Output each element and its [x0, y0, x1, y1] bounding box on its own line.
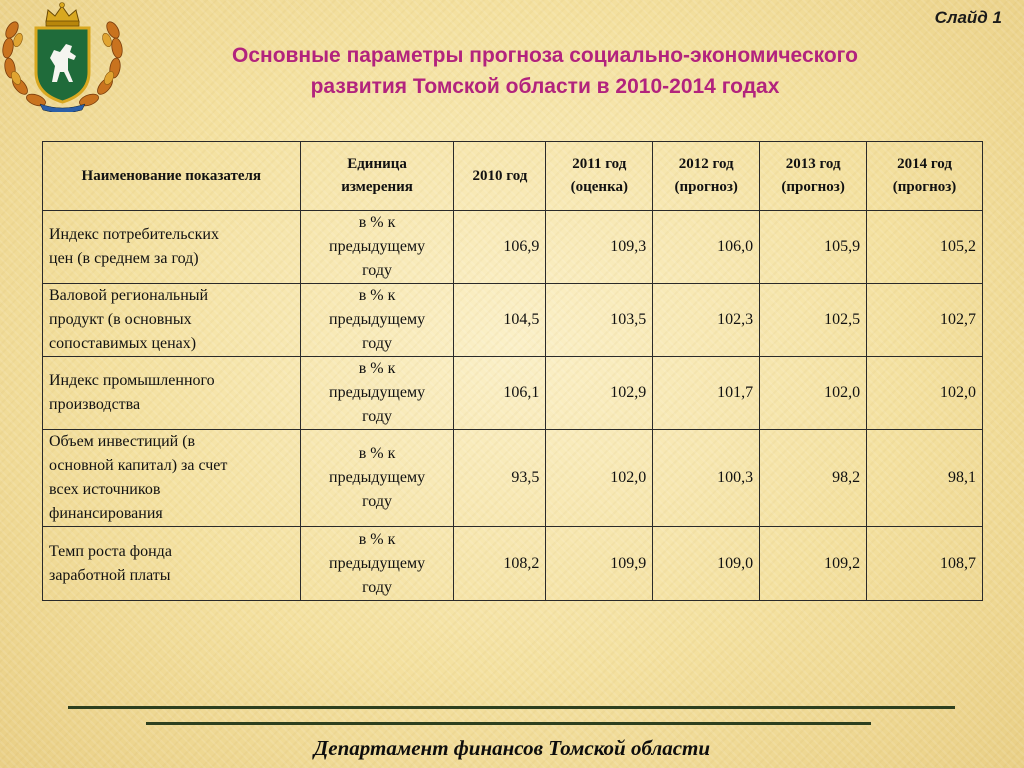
footer-divider-top [68, 706, 955, 709]
unit-cell: в % к предыдущему году [300, 527, 454, 601]
table-row [43, 211, 983, 284]
slide-number: Слайд 1 [934, 8, 1002, 27]
value-2012: 106,0 [653, 211, 760, 284]
indicator-name: Валовой региональный продукт (в основных сопоставимых ценах) [43, 284, 301, 357]
indicator-name: Индекс потребительских цен (в среднем за год) [43, 211, 301, 284]
table-row [43, 527, 983, 601]
table-header-row [43, 142, 983, 211]
value-2012: 109,0 [653, 527, 760, 601]
value-2011: 109,9 [546, 527, 653, 601]
unit-cell: в % к предыдущему году [300, 211, 454, 284]
header-2013: 2013 год (прогноз) [760, 142, 867, 211]
value-2012: 102,3 [653, 284, 760, 357]
unit-cell: в % к предыдущему году [300, 430, 454, 527]
unit-cell: в % к предыдущему году [300, 284, 454, 357]
value-2014: 105,2 [867, 211, 983, 284]
footer-divider-bottom [146, 722, 871, 725]
table-row [43, 430, 983, 527]
value-2013: 102,0 [760, 357, 867, 430]
value-2011: 102,9 [546, 357, 653, 430]
header-2014: 2014 год (прогноз) [867, 142, 983, 211]
value-2010: 106,9 [454, 211, 546, 284]
value-2010: 108,2 [454, 527, 546, 601]
value-2013: 98,2 [760, 430, 867, 527]
header-indicator-name: Наименование показателя [43, 142, 301, 211]
value-2012: 101,7 [653, 357, 760, 430]
value-2011: 109,3 [546, 211, 653, 284]
value-2013: 109,2 [760, 527, 867, 601]
header-2011: 2011 год (оценка) [546, 142, 653, 211]
value-2014: 102,7 [867, 284, 983, 357]
value-2010: 104,5 [454, 284, 546, 357]
indicator-name: Объем инвестиций (в основной капитал) за счет всех источников финансирования [43, 430, 301, 527]
value-2014: 108,7 [867, 527, 983, 601]
indicator-name: Темп роста фонда заработной платы [43, 527, 301, 601]
value-2014: 98,1 [867, 430, 983, 527]
title-line-2: развития Томской области в 2010-2014 годах [310, 75, 780, 98]
value-2013: 105,9 [760, 211, 867, 284]
header-2012: 2012 год (прогноз) [653, 142, 760, 211]
unit-cell: в % к предыдущему году [300, 357, 454, 430]
value-2013: 102,5 [760, 284, 867, 357]
table-row [43, 284, 983, 357]
tomsk-coat-of-arms-icon [0, 0, 125, 112]
header-2010: 2010 год [454, 142, 546, 211]
table-row [43, 357, 983, 430]
indicator-name: Индекс промышленного производства [43, 357, 301, 430]
header-unit: Единица измерения [300, 142, 454, 211]
value-2014: 102,0 [867, 357, 983, 430]
title-line-1: Основные параметры прогноза социально-экономического [232, 44, 858, 67]
value-2010: 93,5 [454, 430, 546, 527]
forecast-table [42, 141, 983, 601]
value-2011: 102,0 [546, 430, 653, 527]
page-title [130, 40, 960, 102]
footer-department: Департамент финансов Томской области [313, 736, 711, 760]
value-2011: 103,5 [546, 284, 653, 357]
value-2012: 100,3 [653, 430, 760, 527]
value-2010: 106,1 [454, 357, 546, 430]
